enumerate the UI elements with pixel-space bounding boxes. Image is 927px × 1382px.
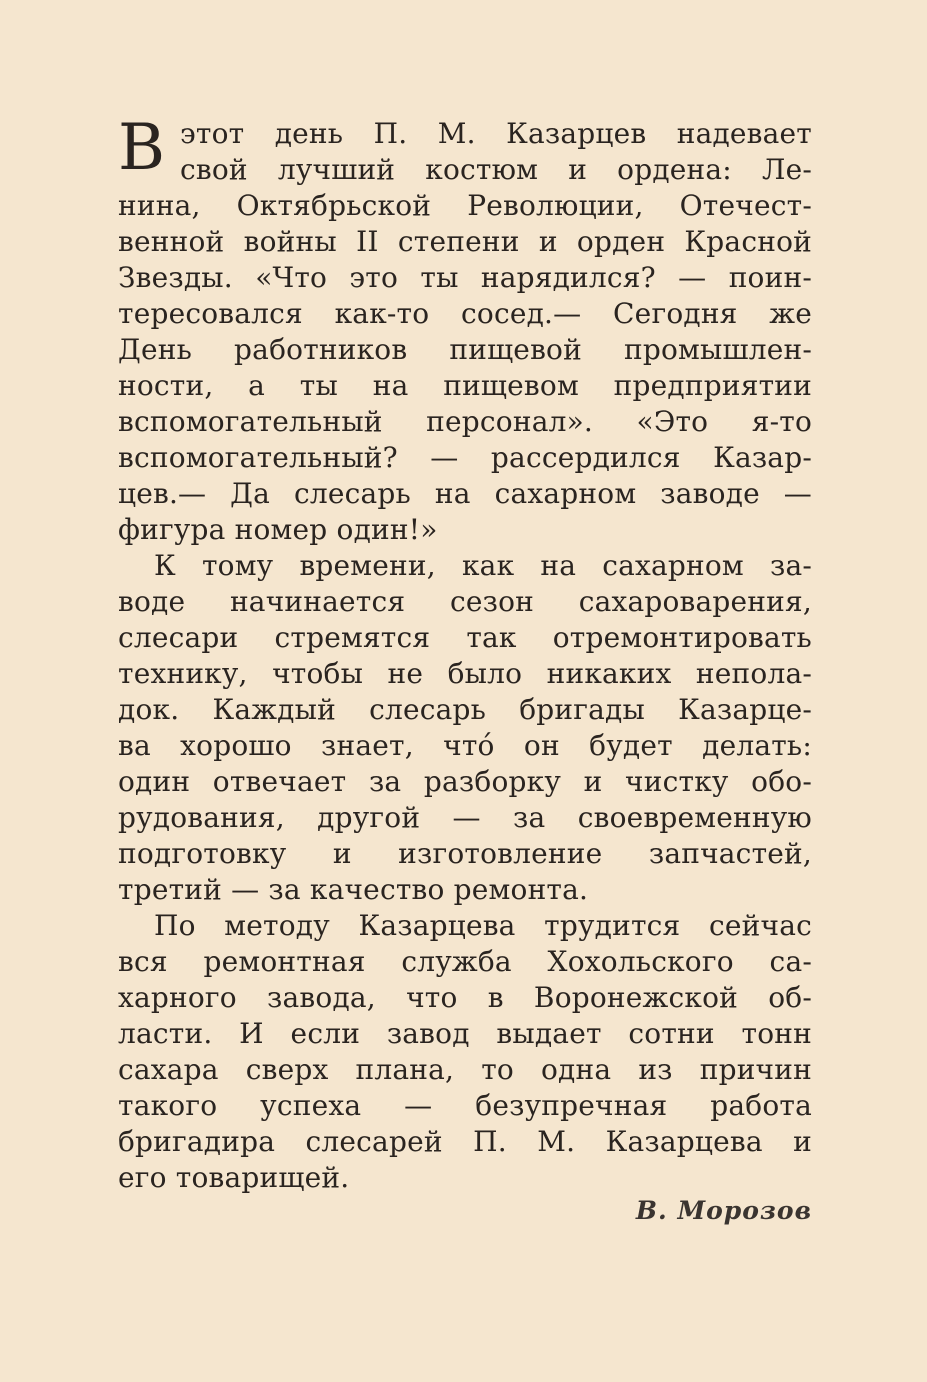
text-line: один отвечает за разборку и чистку обо- (118, 765, 812, 798)
opening-lines (118, 111, 812, 188)
drop-cap-lines (180, 116, 812, 188)
text-line: вспомогательный персонал». «Это я-то (118, 405, 812, 438)
text-line: День работников пищевой промышлен- (118, 333, 812, 366)
text-line: бригадира слесарей П. М. Казарцева и (118, 1125, 812, 1158)
text-line: док. Каждый слесарь бригады Казарце- (118, 693, 812, 726)
text-line: воде начинается сезон сахароварения, (118, 585, 812, 618)
text-line: ности, а ты на пищевом предприятии (118, 369, 812, 402)
drop-cap-letter: В (118, 111, 166, 185)
text-line: По методу Казарцева трудится сейчас (154, 909, 812, 942)
text-line: вспомогательный? — рассердился Казар- (118, 441, 812, 474)
paragraph-1 (118, 188, 812, 548)
text-line: ва хорошо знает, что́ он будет делать: (118, 729, 812, 762)
text-line: венной войны II степени и орден Красной (118, 225, 812, 258)
author-signature: В. Морозов (635, 1196, 812, 1225)
text-line: третий — за качество ремонта. (118, 873, 589, 906)
text-line: технику, чтобы не было никаких непола- (118, 657, 812, 690)
text-line: подготовку и изготовление запчастей, (118, 837, 812, 870)
text-line: Звезды. «Что это ты нарядился? — поин- (118, 261, 812, 294)
text-line: вся ремонтная служба Хохольского са- (118, 945, 812, 978)
text-line: тересовался как-то сосед.— Сегодня же (118, 297, 812, 330)
text-line: ласти. И если завод выдает сотни тонн (118, 1017, 812, 1050)
text-line: слесари стремятся так отремонтировать (118, 621, 812, 654)
paragraph-2 (118, 548, 812, 908)
text-line: его товарищей. (118, 1161, 350, 1194)
text-line: фигура номер один!» (118, 513, 438, 546)
text-line: свой лучший костюм и ордена: Ле- (180, 153, 812, 186)
text-line: рудования, другой — за своевременную (118, 801, 812, 834)
paragraph-3 (118, 908, 812, 1196)
text-line: сахара сверх плана, то одна из причин (118, 1053, 812, 1086)
text-line: К тому времени, как на сахарном за- (154, 549, 812, 582)
article-text (118, 111, 812, 1196)
text-line: харного завода, что в Воронежской об- (118, 981, 812, 1014)
text-line: этот день П. М. Казарцев надевает (180, 117, 812, 150)
text-line: цев.— Да слесарь на сахарном заводе — (118, 477, 812, 510)
text-line: такого успеха — безупречная работа (118, 1089, 812, 1122)
text-line: нина, Октябрьской Революции, Отечест- (118, 189, 812, 222)
